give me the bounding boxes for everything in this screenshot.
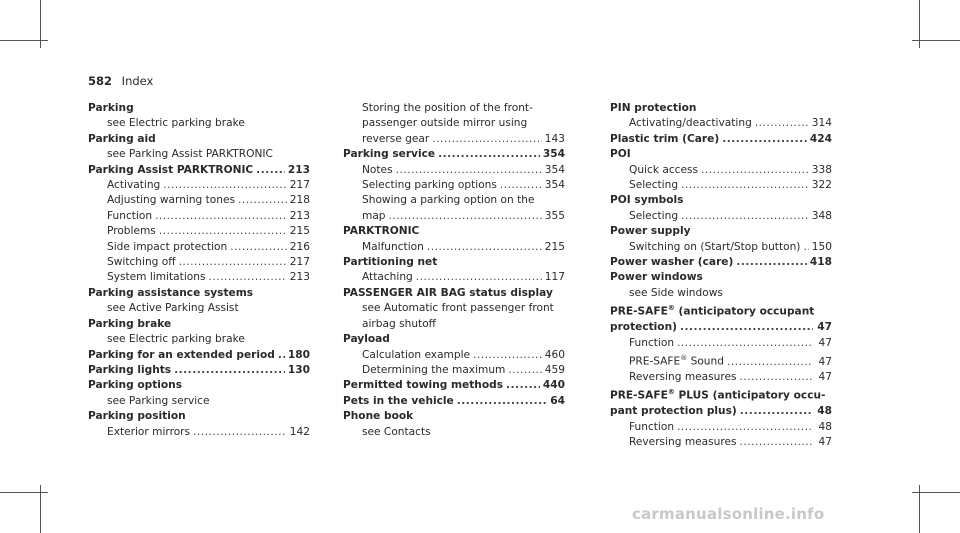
- entry-subitem: [610, 420, 832, 435]
- entry-subitem-page[interactable]: 460: [544, 348, 565, 361]
- entry-subitem: [343, 348, 565, 363]
- leader-dots: [238, 193, 287, 208]
- entry-heading-page[interactable]: 180: [287, 348, 310, 361]
- index-entry: [88, 363, 310, 378]
- entry-subitem-label: Malfunction: [362, 240, 424, 253]
- leader-dots: [457, 394, 546, 409]
- entry-heading-label: Parking Assist PARKTRONIC: [88, 163, 254, 176]
- entry-heading-label: protection): [610, 321, 677, 334]
- entry-subitem-label: Calculation example: [362, 348, 471, 361]
- leader-dots: [755, 116, 809, 131]
- entry-heading: [610, 224, 832, 239]
- entry-subitem-page[interactable]: 142: [289, 425, 310, 438]
- entry-subitem-page[interactable]: 354: [544, 163, 565, 176]
- leader-dots: [230, 240, 287, 255]
- entry-subitem-label: Function: [107, 209, 153, 222]
- entry-heading-page[interactable]: 354: [542, 148, 565, 161]
- entry-heading-label: Power windows: [610, 271, 703, 284]
- entry-subitem: [88, 255, 310, 270]
- entry-heading-label: Parking: [88, 102, 134, 114]
- entry-subitem-label: Reversing measures: [629, 370, 737, 383]
- entry-subitem-page[interactable]: 354: [544, 179, 565, 192]
- entry-subitem-page[interactable]: 322: [811, 179, 832, 192]
- leader-dots: [681, 178, 809, 193]
- entry-subitem-page[interactable]: 213: [289, 209, 310, 222]
- entry-subitem-page[interactable]: 117: [544, 271, 565, 284]
- leader-dots: [506, 378, 540, 393]
- entry-subitem-label: Notes: [362, 163, 393, 176]
- entry-subitem-label: Showing a parking option on the: [362, 194, 535, 207]
- entry-heading-label: Power washer (care): [610, 256, 734, 269]
- leader-dots: [155, 209, 287, 224]
- entry-heading: [343, 378, 565, 393]
- entry-subitem-label: see Electric parking brake: [107, 117, 245, 130]
- leader-dots: [278, 348, 285, 363]
- entry-subitem-label: System limitations: [107, 271, 206, 284]
- entry-heading-label: PIN protection: [610, 102, 697, 114]
- entry-subitem-page[interactable]: 314: [811, 117, 832, 130]
- entry-heading: [343, 394, 565, 409]
- index-entry: [343, 255, 565, 286]
- entry-subitem-label: Determining the maximum: [362, 363, 506, 376]
- entry-subitem-page[interactable]: 48: [818, 420, 832, 433]
- index-entry: [88, 163, 310, 286]
- entry-subitem-label: Selecting parking options: [362, 179, 497, 192]
- entry-subitem: [610, 163, 832, 178]
- page-number: 582: [88, 74, 113, 88]
- entry-subitem: [610, 240, 832, 255]
- entry-subitem-label: Activating: [107, 179, 161, 192]
- entry-subitem-page[interactable]: 47: [818, 436, 832, 449]
- entry-heading: [88, 286, 310, 301]
- entry-heading: [343, 286, 565, 301]
- entry-heading-page[interactable]: 48: [817, 405, 832, 418]
- entry-heading: [610, 404, 832, 419]
- leader-dots: [208, 270, 286, 285]
- entry-subitem: [343, 116, 565, 131]
- entry-subitem: [343, 425, 565, 440]
- entry-heading-label: Parking assistance systems: [88, 286, 254, 299]
- index-entry: [343, 378, 565, 393]
- entry-subitem-page[interactable]: 355: [544, 209, 565, 222]
- entry-heading: [610, 385, 832, 404]
- index-entry: [88, 286, 310, 317]
- leader-dots: [736, 255, 807, 270]
- leader-dots: [803, 240, 808, 255]
- leader-dots: [389, 209, 542, 224]
- watermark: carmanualsonline.info: [632, 505, 825, 523]
- entry-subitem: [88, 425, 310, 440]
- leader-dots: [500, 178, 542, 193]
- crop-mark: [0, 40, 48, 41]
- entry-subitem: [88, 394, 310, 409]
- leader-dots: [193, 425, 287, 440]
- entry-subitem-page[interactable]: 47: [818, 336, 832, 349]
- entry-subitem: [610, 178, 832, 193]
- entry-subitem-page[interactable]: 338: [811, 163, 832, 176]
- leader-dots: [740, 404, 813, 419]
- leader-dots: [159, 224, 287, 239]
- entry-heading-label: Pets in the vehicle: [343, 394, 454, 407]
- entry-subitem-label: Function: [629, 336, 675, 349]
- entry-heading-label: Parking lights: [88, 363, 172, 376]
- entry-subitem-label: Selecting: [629, 179, 679, 192]
- entry-subitem-label: Function: [629, 420, 675, 433]
- entry-heading-label: PRE-SAFE® (anticipatory occupant: [610, 304, 815, 318]
- index-entry: [343, 224, 565, 255]
- entry-subitem-label: Attaching: [362, 271, 413, 284]
- entry-heading-page[interactable]: 440: [542, 379, 565, 392]
- leader-dots: [432, 132, 541, 147]
- index-entry: [343, 409, 565, 440]
- index-entry: [610, 301, 832, 385]
- entry-subitem: [343, 132, 565, 147]
- index-entry: [343, 147, 565, 224]
- entry-subitem: [343, 209, 565, 224]
- entry-subitem-page[interactable]: 150: [811, 240, 832, 253]
- leader-dots: [508, 363, 541, 378]
- entry-heading: [610, 147, 832, 162]
- entry-heading: [610, 320, 832, 335]
- entry-heading-label: Phone book: [343, 410, 414, 423]
- index-column-3: [610, 101, 832, 451]
- entry-heading: [343, 332, 565, 347]
- index-entry: [343, 101, 565, 147]
- index-entry: [610, 224, 832, 255]
- entry-heading-label: Parking aid: [88, 132, 156, 145]
- leader-dots: [179, 255, 287, 270]
- entry-subitem: [343, 317, 565, 332]
- entry-heading: [88, 317, 310, 332]
- index-entry: [88, 348, 310, 363]
- entry-subitem: [343, 163, 565, 178]
- entry-subitem-label: see Parking Assist PARKTRONIC: [107, 148, 273, 161]
- entry-heading-label: Parking position: [88, 410, 186, 423]
- index-entry: [610, 270, 832, 301]
- entry-subitem-page[interactable]: 217: [289, 256, 310, 269]
- entry-subitem: [343, 101, 565, 116]
- entry-subitem-page[interactable]: 348: [811, 209, 832, 222]
- entry-subitem-page[interactable]: 213: [289, 271, 310, 284]
- entry-heading-label: Permitted towing methods: [343, 379, 503, 392]
- entry-subitem: [88, 178, 310, 193]
- leader-dots: [722, 132, 807, 147]
- entry-heading-label: Parking options: [88, 379, 183, 392]
- entry-heading-label: Parking for an extended period: [88, 348, 275, 361]
- index-entry: [343, 332, 565, 378]
- entry-subitem: [343, 363, 565, 378]
- index-entry: [88, 317, 310, 348]
- entry-heading: [88, 363, 310, 378]
- entry-heading: [88, 409, 310, 424]
- crop-mark: [0, 492, 48, 493]
- section-title: Index: [121, 74, 154, 88]
- entry-subitem-label: Exterior mirrors: [107, 425, 191, 438]
- leader-dots: [701, 163, 809, 178]
- entry-subitem-page[interactable]: 143: [544, 132, 565, 145]
- entry-subitem-label: see Active Parking Assist: [107, 302, 239, 315]
- entry-subitem: [88, 147, 310, 162]
- entry-heading-label: Power supply: [610, 225, 691, 238]
- leader-dots: [740, 370, 813, 385]
- entry-subitem-page[interactable]: 216: [289, 240, 310, 253]
- entry-heading-page[interactable]: 47: [817, 321, 832, 334]
- entry-heading: [610, 255, 832, 270]
- entry-subitem: [343, 270, 565, 285]
- leader-dots: [174, 363, 285, 378]
- entry-heading-page[interactable]: 130: [287, 363, 310, 376]
- index-column-1: [88, 101, 310, 440]
- entry-subitem-label: Side impact protection: [107, 240, 228, 253]
- leader-dots: [427, 240, 542, 255]
- entry-subitem-label: see Contacts: [362, 425, 431, 438]
- entry-heading: [610, 193, 832, 208]
- leader-dots: [677, 420, 813, 435]
- page-header: [88, 74, 153, 88]
- entry-heading-page[interactable]: 213: [287, 163, 310, 176]
- entry-subitem: [610, 286, 832, 301]
- entry-subitem: [88, 270, 310, 285]
- entry-subitem-label: see Side windows: [629, 286, 723, 299]
- entry-subitem-page[interactable]: 459: [544, 363, 565, 376]
- entry-subitem-label: see Electric parking brake: [107, 333, 245, 346]
- entry-heading: [610, 132, 832, 147]
- entry-heading: [610, 301, 832, 320]
- crop-mark: [912, 492, 960, 493]
- leader-dots: [681, 209, 809, 224]
- entry-heading-label: Payload: [343, 333, 390, 346]
- entry-subitem-label: Quick access: [629, 163, 699, 176]
- index-entry: [610, 193, 832, 224]
- entry-subitem: [610, 336, 832, 351]
- entry-heading-page[interactable]: 64: [550, 394, 565, 407]
- index-entry: [88, 409, 310, 440]
- entry-subitem: [610, 116, 832, 131]
- entry-heading: [88, 101, 310, 116]
- entry-subitem-page[interactable]: 215: [544, 240, 565, 253]
- entry-subitem-page[interactable]: 215: [289, 225, 310, 238]
- entry-subitem-label: Adjusting warning tones: [107, 194, 236, 207]
- entry-subitem-label: Activating/deactivating: [629, 117, 752, 130]
- entry-subitem-label: passenger outside mirror using: [362, 117, 528, 130]
- entry-subitem: [343, 193, 565, 208]
- index-entry: [343, 286, 565, 332]
- entry-heading: [343, 255, 565, 270]
- entry-subitem: [343, 301, 565, 316]
- entry-subitem-label: Problems: [107, 225, 156, 238]
- entry-subitem: [88, 116, 310, 131]
- index-entry: [610, 101, 832, 132]
- leader-dots: [727, 355, 813, 370]
- entry-subitem-page[interactable]: 47: [818, 355, 832, 368]
- entry-subitem-label: see Automatic front passenger front: [362, 302, 554, 315]
- entry-subitem: [610, 351, 832, 370]
- entry-subitem: [343, 240, 565, 255]
- entry-heading-page[interactable]: 424: [809, 132, 832, 145]
- entry-heading-label: PARKTRONIC: [343, 225, 420, 238]
- entry-subitem: [88, 209, 310, 224]
- entry-subitem: [343, 178, 565, 193]
- index-entry: [88, 378, 310, 409]
- entry-heading-label: POI: [610, 148, 631, 161]
- entry-subitem-label: reverse gear: [362, 132, 430, 145]
- leader-dots: [416, 270, 542, 285]
- entry-subitem-label: Reversing measures: [629, 436, 737, 449]
- leader-dots: [680, 320, 813, 335]
- entry-heading-label: pant protection plus): [610, 405, 737, 418]
- entry-subitem-page[interactable]: 217: [289, 179, 310, 192]
- entry-subitem: [88, 332, 310, 347]
- entry-subitem-label: Switching on (Start/Stop button): [629, 240, 801, 253]
- leader-dots: [396, 163, 542, 178]
- entry-subitem: [88, 301, 310, 316]
- index-entry: [610, 147, 832, 193]
- entry-heading-label: Parking brake: [88, 317, 172, 330]
- leader-dots: [163, 178, 286, 193]
- index-entry: [88, 132, 310, 163]
- entry-heading-label: Partitioning net: [343, 256, 438, 269]
- index-column-2: [343, 101, 565, 440]
- entry-heading: [343, 147, 565, 162]
- entry-subitem: [88, 193, 310, 208]
- entry-subitem-label: see Parking service: [107, 394, 210, 407]
- entry-heading-page[interactable]: 418: [809, 256, 832, 269]
- entry-heading: [610, 270, 832, 285]
- entry-subitem-label: PRE-SAFE® Sound: [629, 354, 724, 368]
- entry-heading-label: PASSENGER AIR BAG status display: [343, 286, 553, 299]
- entry-heading-label: Plastic trim (Care): [610, 132, 720, 145]
- entry-heading: [88, 378, 310, 393]
- entry-heading: [610, 101, 832, 116]
- leader-dots: [438, 147, 540, 162]
- entry-subitem-page[interactable]: 218: [289, 194, 310, 207]
- entry-heading-label: POI symbols: [610, 194, 684, 207]
- entry-subitem-label: Selecting: [629, 209, 679, 222]
- crop-mark: [912, 40, 960, 41]
- entry-heading: [88, 132, 310, 147]
- entry-subitem: [610, 370, 832, 385]
- entry-subitem-label: map: [362, 209, 386, 222]
- leader-dots: [256, 163, 285, 178]
- entry-heading-label: Parking service: [343, 148, 436, 161]
- entry-subitem: [88, 240, 310, 255]
- entry-heading: [88, 163, 310, 178]
- entry-subitem: [610, 435, 832, 450]
- index-entry: [343, 394, 565, 409]
- entry-subitem-label: airbag shutoff: [362, 317, 436, 330]
- entry-heading: [343, 409, 565, 424]
- index-entry: [610, 132, 832, 147]
- index-entry: [610, 385, 832, 450]
- entry-subitem: [610, 209, 832, 224]
- entry-heading-label: PRE-SAFE® PLUS (anticipatory occu-: [610, 388, 826, 402]
- entry-subitem-label: Storing the position of the front-: [362, 102, 533, 114]
- entry-subitem-page[interactable]: 47: [818, 370, 832, 383]
- entry-heading: [88, 348, 310, 363]
- leader-dots: [677, 336, 813, 351]
- leader-dots: [473, 348, 542, 363]
- entry-subitem-label: Switching off: [107, 256, 176, 269]
- index-entry: [88, 101, 310, 132]
- entry-heading: [343, 224, 565, 239]
- entry-subitem: [88, 224, 310, 239]
- leader-dots: [740, 435, 813, 450]
- index-entry: [610, 255, 832, 270]
